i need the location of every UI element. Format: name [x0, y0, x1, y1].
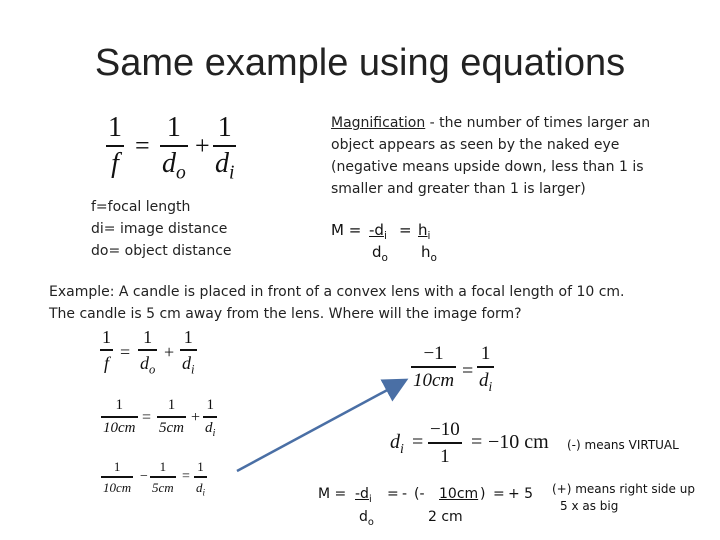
- fraction: 1 $d_i$: [196, 459, 206, 498]
- denominator: 2 cm: [428, 509, 463, 525]
- fraction: 1 5cm: [152, 459, 174, 495]
- definition-line: (negative means upside down, less than 1 is: [331, 159, 644, 175]
- upright-note: [552, 481, 695, 515]
- legend-focal-length: f=focal length: [91, 199, 191, 215]
- neg-di: $-d_i$: [369, 221, 387, 242]
- plus-sign: +: [195, 131, 210, 160]
- equals-sign: =: [120, 342, 131, 362]
- plus-sign: +: [164, 342, 175, 362]
- hi: $h_i$: [418, 221, 431, 242]
- legend-object-distance: do= object distance: [91, 243, 232, 259]
- fraction: 1 $d_i$: [479, 343, 493, 394]
- paren-open: (-: [414, 486, 425, 502]
- minus-sign: -: [402, 486, 408, 502]
- note-line: (+) means right side up: [552, 482, 695, 496]
- minus-sign: −: [140, 469, 148, 484]
- fraction: 1 5cm: [159, 397, 184, 436]
- slide-title: Same example using equations: [94, 42, 626, 84]
- example-line: Example: A candle is placed in front of a convex lens with a focal length of 10 cm.: [49, 284, 625, 300]
- numerator: 1: [166, 112, 181, 143]
- image-distance-result: −10 cm: [488, 431, 549, 453]
- do: $d_o$: [372, 243, 388, 264]
- magnification-term: Magnification: [331, 115, 426, 131]
- numerator: 1: [217, 112, 232, 143]
- fraction: 1 $d_i$: [205, 397, 216, 439]
- equals-sign: =: [412, 431, 424, 453]
- magnification-result: + 5: [508, 486, 534, 502]
- fraction: 1 10cm: [103, 397, 136, 436]
- m-label: M =: [318, 486, 347, 502]
- legend-image-distance: di= image distance: [91, 221, 228, 237]
- plus-sign: +: [191, 409, 201, 426]
- definition-line: object appears as seen by the naked eye: [331, 137, 620, 153]
- equals-sign: =: [399, 221, 412, 239]
- equals-sign: =: [182, 469, 190, 484]
- definition-line: smaller and greater than 1 is larger): [331, 181, 586, 197]
- m-label: M =: [331, 221, 362, 239]
- ho: $h_o$: [421, 243, 437, 264]
- equals-sign: =: [471, 431, 483, 453]
- equals-sign: =: [142, 409, 152, 426]
- fraction: 1 $d_i$: [182, 327, 195, 377]
- paren-close: ): [480, 486, 486, 502]
- equals-sign: =: [462, 360, 474, 382]
- fraction: 1 $d_o$: [140, 327, 156, 377]
- definition-text: - the number of times larger an: [425, 115, 651, 131]
- denominator: f: [111, 147, 119, 179]
- equals-sign: =: [387, 486, 399, 502]
- arrow-icon: [237, 381, 404, 471]
- denominator: $d_o$: [162, 147, 186, 184]
- di-label: $d_i$: [390, 431, 404, 457]
- equals-sign: =: [135, 131, 150, 160]
- virtual-note: (-) means VIRTUAL: [567, 438, 679, 452]
- do: $d_o$: [359, 509, 374, 528]
- neg-di: $-d_i$: [355, 486, 372, 505]
- denominator: $d_i$: [215, 147, 235, 184]
- example-line: The candle is 5 cm away from the lens. Where will the image form?: [49, 306, 522, 322]
- note-line: 5 x as big: [560, 499, 619, 513]
- fraction: 1 10cm: [103, 459, 132, 495]
- numerator: 10cm: [439, 486, 479, 502]
- equals-sign: =: [493, 486, 505, 502]
- fraction: −1 10cm: [413, 343, 455, 391]
- fraction: −10 1: [430, 419, 460, 467]
- fraction: 1 f: [102, 327, 111, 373]
- numerator: 1: [108, 112, 122, 143]
